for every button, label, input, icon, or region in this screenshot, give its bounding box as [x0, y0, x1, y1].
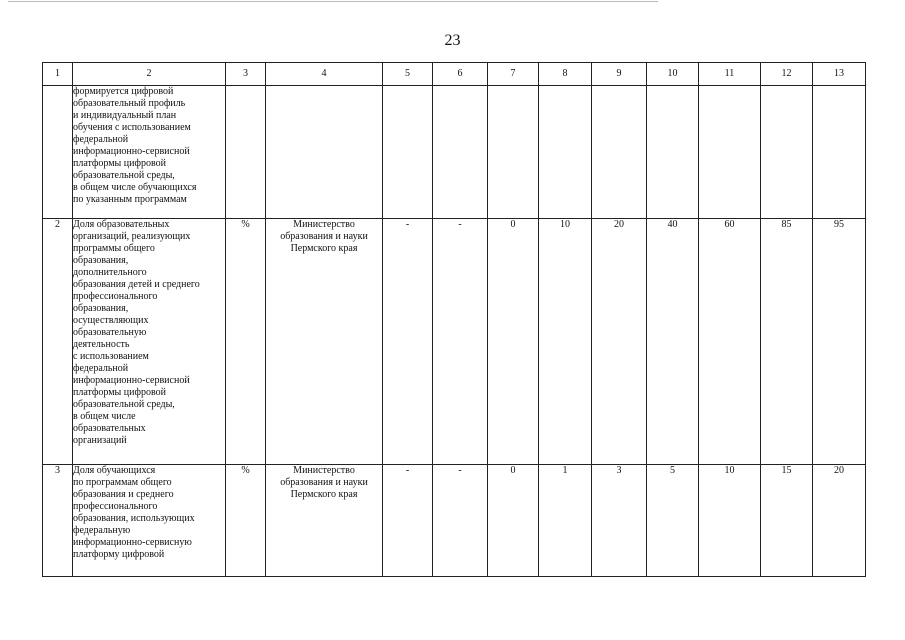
value-cell: [647, 86, 699, 219]
value-cell: [433, 86, 488, 219]
header-cell: 7: [488, 63, 539, 86]
description-line: по указанным программам: [73, 194, 187, 205]
row-number: 2: [43, 219, 73, 465]
description-line: профессионального: [73, 291, 158, 302]
value-cell: -: [383, 219, 433, 465]
description-line: в общем числе обучающихся: [73, 182, 197, 193]
unit-of-measure: %: [226, 219, 266, 465]
value-cell: 5: [647, 465, 699, 577]
value-cell: 15: [761, 465, 813, 577]
description-line: образовательной среды,: [73, 399, 175, 410]
unit-of-measure: [226, 86, 266, 219]
header-cell: 12: [761, 63, 813, 86]
header-cell: 9: [592, 63, 647, 86]
value-cell: -: [383, 465, 433, 577]
row-number: 3: [43, 465, 73, 577]
header-cell: 8: [539, 63, 592, 86]
description-line: образования,: [73, 303, 129, 314]
description-line: формируется цифровой: [73, 86, 174, 97]
header-cell: 6: [433, 63, 488, 86]
value-cell: 60: [699, 219, 761, 465]
value-cell: [539, 86, 592, 219]
description-line: Доля образовательных: [73, 219, 170, 230]
value-cell: 1: [539, 465, 592, 577]
page-number: 23: [444, 32, 461, 49]
value-cell: 0: [488, 465, 539, 577]
description-line: образования и среднего: [73, 489, 174, 500]
description-line: образовательную: [73, 327, 147, 338]
value-cell: [761, 86, 813, 219]
value-cell: [592, 86, 647, 219]
responsible-organization: [266, 465, 383, 577]
indicator-description: [73, 86, 226, 219]
indicator-table: [42, 62, 866, 577]
value-cell: 85: [761, 219, 813, 465]
table-row: [43, 219, 866, 465]
description-line: платформы цифровой: [73, 387, 166, 398]
organization-line: Министерство: [293, 219, 355, 230]
description-line: образования, использующих: [73, 513, 195, 524]
header-cell: 5: [383, 63, 433, 86]
value-cell: [488, 86, 539, 219]
description-line: Доля обучающихся: [73, 465, 156, 476]
value-cell: [699, 86, 761, 219]
indicator-description: [73, 219, 226, 465]
value-cell: -: [433, 219, 488, 465]
description-line: организаций, реализующих: [73, 231, 191, 242]
description-line: осуществляющих: [73, 315, 149, 326]
value-cell: 20: [813, 465, 866, 577]
header-cell: 1: [43, 63, 73, 86]
description-line: организаций: [73, 435, 127, 446]
description-line: образовательной среды,: [73, 170, 175, 181]
description-line: платформу цифровой: [73, 549, 165, 560]
description-line: информационно-сервисной: [73, 375, 190, 386]
header-cell: 3: [226, 63, 266, 86]
description-line: деятельность: [73, 339, 130, 350]
header-cell: 10: [647, 63, 699, 86]
value-cell: 40: [647, 219, 699, 465]
header-cell: 2: [73, 63, 226, 86]
description-line: информационно-сервисной: [73, 146, 190, 157]
description-line: федеральной: [73, 363, 129, 374]
organization-line: Пермского края: [290, 243, 358, 254]
description-line: федеральную: [73, 525, 131, 536]
row-number: [43, 86, 73, 219]
description-line: платформы цифровой: [73, 158, 166, 169]
organization-line: образования и науки: [280, 477, 368, 488]
header-cell: 4: [266, 63, 383, 86]
description-line: федеральной: [73, 134, 129, 145]
description-line: в общем числе: [73, 411, 136, 422]
value-cell: 3: [592, 465, 647, 577]
description-line: дополнительного: [73, 267, 147, 278]
header-cell: 13: [813, 63, 866, 86]
responsible-organization: [266, 86, 383, 219]
description-line: образования детей и среднего: [73, 279, 200, 290]
unit-of-measure: %: [226, 465, 266, 577]
description-line: с использованием: [73, 351, 149, 362]
organization-line: Пермского края: [290, 489, 358, 500]
table-row: [43, 86, 866, 219]
description-line: профессионального: [73, 501, 158, 512]
description-line: образовательных: [73, 423, 146, 434]
organization-line: образования и науки: [280, 231, 368, 242]
header-cell: 11: [699, 63, 761, 86]
value-cell: 20: [592, 219, 647, 465]
value-cell: -: [433, 465, 488, 577]
value-cell: [383, 86, 433, 219]
value-cell: [813, 86, 866, 219]
value-cell: 10: [699, 465, 761, 577]
description-line: информационно-сервисную: [73, 537, 192, 548]
description-line: образовательный профиль: [73, 98, 186, 109]
value-cell: 0: [488, 219, 539, 465]
table-row: [43, 465, 866, 577]
organization-line: Министерство: [293, 465, 355, 476]
indicator-description: [73, 465, 226, 577]
description-line: программы общего: [73, 243, 155, 254]
value-cell: 10: [539, 219, 592, 465]
top-border-line: [8, 1, 658, 2]
description-line: и индивидуальный план: [73, 110, 177, 121]
description-line: обучения с использованием: [73, 122, 191, 133]
description-line: по программам общего: [73, 477, 172, 488]
description-line: образования,: [73, 255, 129, 266]
responsible-organization: [266, 219, 383, 465]
value-cell: 95: [813, 219, 866, 465]
header-row: [43, 63, 866, 86]
